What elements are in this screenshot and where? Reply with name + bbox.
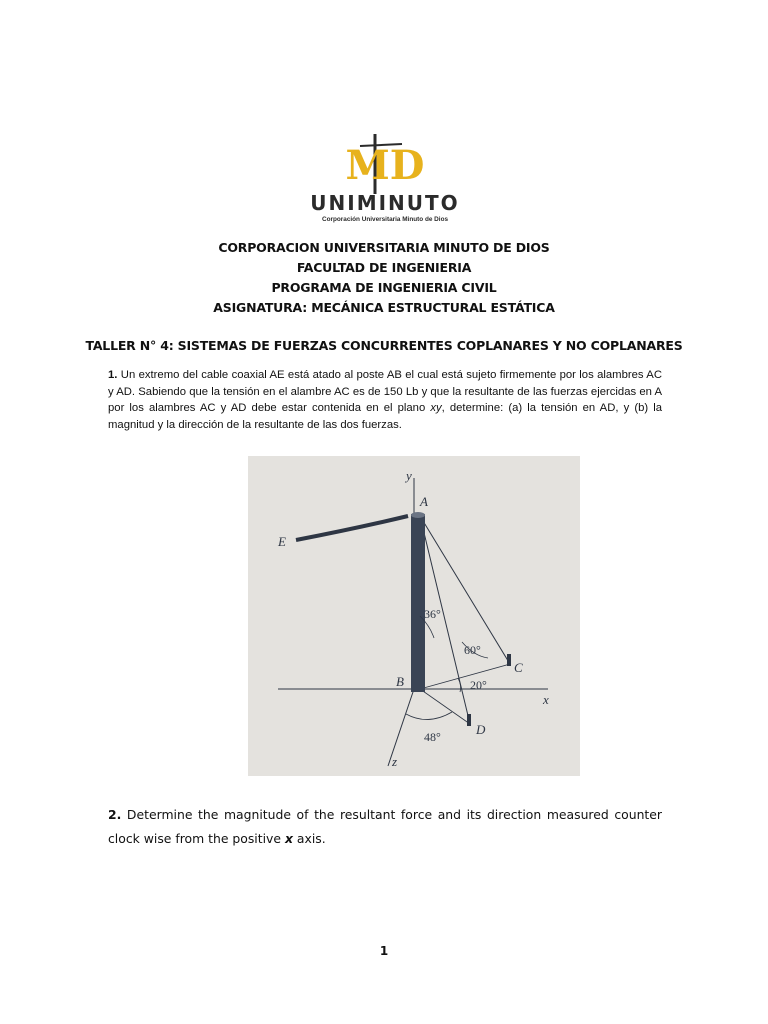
label-b: B bbox=[396, 674, 404, 689]
pole-cable-figure bbox=[248, 456, 580, 776]
problem-1-number: 1. bbox=[108, 369, 118, 381]
uniminuto-logo bbox=[290, 132, 480, 228]
label-c: C bbox=[514, 660, 523, 675]
institution-name: CORPORACION UNIVERSITARIA MINUTO DE DIOS bbox=[218, 240, 550, 255]
problem-2 bbox=[108, 803, 662, 851]
label-e: E bbox=[278, 534, 286, 549]
document-header bbox=[0, 238, 768, 318]
label-x: x bbox=[543, 692, 549, 707]
logo-name: UNIMINUTO bbox=[310, 191, 460, 215]
problem-1-text-a: Un extremo del cable coaxial AE está atado al poste AB el cual está sujeto firmemente por los alambres AC y AD. Sabiendo que la tensión en el alambre AC es de 150 Lb y que la resultante de las fuerzas ejercidas en A por los alambres AC y AD debe estar contenida en el plano bbox=[108, 369, 662, 415]
angle-20: 20° bbox=[470, 678, 487, 692]
label-d: D bbox=[476, 722, 486, 737]
workshop-title: TALLER N° 4: SISTEMAS DE FUERZAS CONCURRENTES COPLANARES Y NO COPLANARES bbox=[85, 338, 683, 353]
faculty-name: FACULTAD DE INGENIERIA bbox=[296, 260, 472, 275]
stake-d bbox=[467, 714, 471, 726]
problem-2-text-a: Determine the magnitude of the resultant force and its direction measured counter clock wise from the positive bbox=[108, 807, 662, 846]
logo-tagline: Corporación Universitaria Minuto de Dios bbox=[321, 216, 449, 223]
pole-top bbox=[411, 512, 425, 518]
angle-36: 36° bbox=[424, 607, 441, 621]
pole-ab bbox=[411, 514, 425, 692]
label-a: A bbox=[420, 494, 428, 509]
problem-2-axis-x: x bbox=[284, 831, 293, 846]
label-z: z bbox=[392, 754, 398, 769]
angle-48: 48° bbox=[424, 730, 441, 744]
label-y: y bbox=[406, 468, 412, 483]
problem-1 bbox=[108, 367, 662, 434]
problem-1-text-b: , determine: (a) la tensión en AD, y (b) la magnitud y la dirección de la resultante de las dos fuerzas. bbox=[108, 402, 663, 432]
logo-monogram: MD bbox=[345, 142, 425, 189]
problem-2-text-b: axis. bbox=[292, 831, 326, 846]
program-name: PROGRAMA DE INGENIERIA CIVIL bbox=[271, 280, 497, 295]
page-number: 1 bbox=[379, 944, 389, 958]
problem-2-number: 2. bbox=[108, 807, 122, 822]
angle-60: 60° bbox=[464, 643, 481, 657]
problem-1-text-italic: xy bbox=[430, 402, 442, 415]
stake-c bbox=[507, 654, 511, 666]
course-name: ASIGNATURA: MECÁNICA ESTRUCTURAL ESTÁTICA bbox=[213, 300, 555, 315]
